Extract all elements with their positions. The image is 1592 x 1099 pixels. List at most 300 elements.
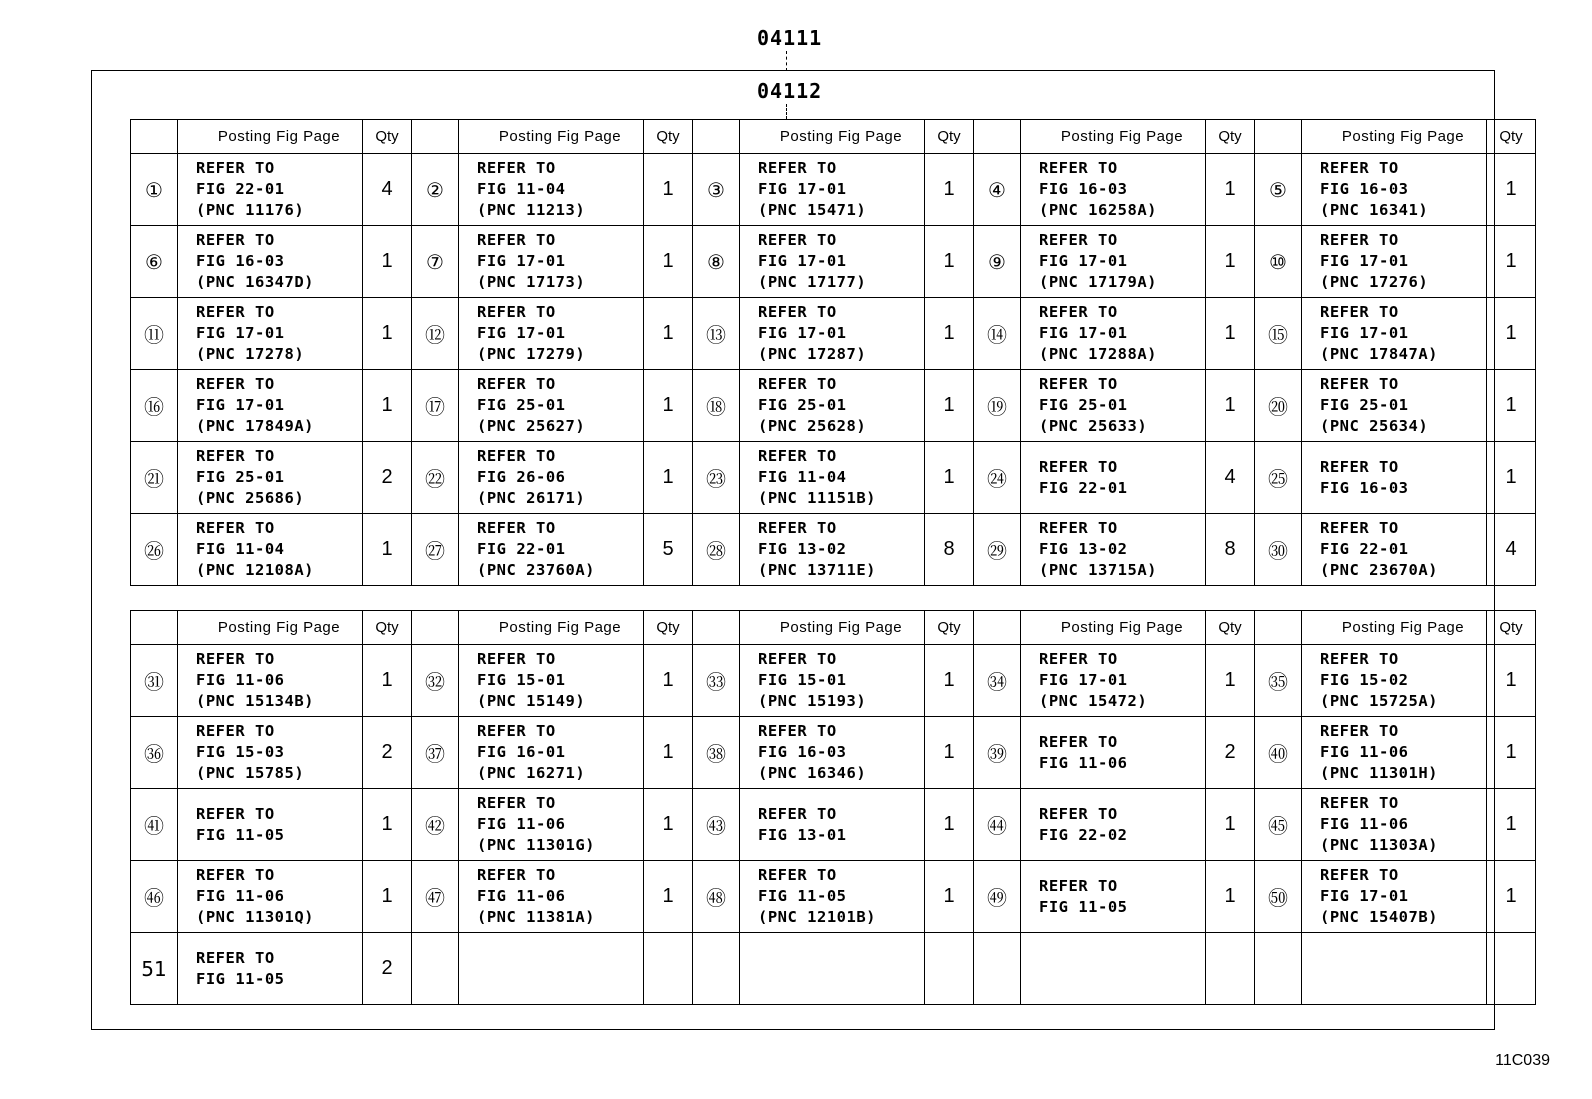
item-number: ⑫ xyxy=(412,298,459,370)
item-qty xyxy=(1206,933,1255,1005)
reference-line: REFER TO xyxy=(1039,375,1118,393)
item-qty: 1 xyxy=(925,789,974,861)
item-qty: 1 xyxy=(644,226,693,298)
reference-line: FIG 17-01 xyxy=(1320,887,1409,905)
reference-line: FIG 17-01 xyxy=(477,324,566,342)
item-number: ⑯ xyxy=(131,370,178,442)
posting-reference xyxy=(740,861,925,933)
reference-line: FIG 15-02 xyxy=(1320,671,1409,689)
reference-line: REFER TO xyxy=(196,519,275,537)
header-number-cell xyxy=(412,120,459,154)
header-number-cell xyxy=(974,611,1021,645)
item-qty: 1 xyxy=(925,442,974,514)
posting-reference xyxy=(740,298,925,370)
reference-line: FIG 16-03 xyxy=(758,743,847,761)
posting-reference xyxy=(178,298,363,370)
posting-reference xyxy=(459,789,644,861)
posting-reference xyxy=(459,154,644,226)
reference-line: (PNC 11301Q) xyxy=(196,908,314,926)
posting-reference xyxy=(1021,154,1206,226)
item-number: ㊺ xyxy=(1255,789,1302,861)
reference-line: FIG 11-05 xyxy=(1039,897,1128,916)
reference-line: REFER TO xyxy=(1320,650,1399,668)
item-qty: 5 xyxy=(644,514,693,586)
posting-reference xyxy=(740,226,925,298)
item-qty: 1 xyxy=(1206,789,1255,861)
header-posting: Posting Fig Page xyxy=(1021,120,1206,154)
reference-line: REFER TO xyxy=(758,159,837,177)
reference-line: (PNC 17288A) xyxy=(1039,345,1157,363)
header-row xyxy=(131,611,1536,645)
item-qty: 1 xyxy=(1487,861,1536,933)
reference-line: (PNC 16347D) xyxy=(196,273,314,291)
posting-reference xyxy=(1021,298,1206,370)
item-number: ㉙ xyxy=(974,514,1021,586)
reference-line: REFER TO xyxy=(1039,303,1118,321)
reference-line: FIG 11-06 xyxy=(1039,753,1128,772)
item-number xyxy=(974,933,1021,1005)
reference-line: (PNC 11301H) xyxy=(1320,764,1438,782)
reference-line: FIG 16-03 xyxy=(1039,180,1128,198)
header-qty: Qty xyxy=(1206,611,1255,645)
reference-line: REFER TO xyxy=(758,722,837,740)
reference-line: (PNC 17278) xyxy=(196,345,305,363)
header-qty: Qty xyxy=(363,611,412,645)
item-qty: 1 xyxy=(644,789,693,861)
posting-reference xyxy=(1021,789,1206,861)
reference-line: REFER TO xyxy=(1320,519,1399,537)
reference-line: REFER TO xyxy=(477,722,556,740)
reference-line: FIG 11-06 xyxy=(1320,743,1409,761)
reference-line: (PNC 25686) xyxy=(196,489,305,507)
reference-line: REFER TO xyxy=(1039,519,1118,537)
reference-line: REFER TO xyxy=(1039,231,1118,249)
reference-line: FIG 11-06 xyxy=(477,887,566,905)
item-number: ⑱ xyxy=(693,370,740,442)
item-number: ㉞ xyxy=(974,645,1021,717)
posting-reference xyxy=(1021,226,1206,298)
posting-reference xyxy=(1021,645,1206,717)
header-posting: Posting Fig Page xyxy=(740,120,925,154)
item-number: ㊱ xyxy=(131,717,178,789)
item-number: ㊼ xyxy=(412,861,459,933)
inner-part-label: 04112 xyxy=(757,79,823,103)
reference-line: REFER TO xyxy=(1320,231,1399,249)
posting-reference xyxy=(1302,298,1487,370)
posting-reference xyxy=(178,933,363,1005)
reference-line: FIG 25-01 xyxy=(1320,396,1409,414)
reference-line: (PNC 15193) xyxy=(758,692,867,710)
outer-leader-line xyxy=(786,51,787,71)
item-number: ㉗ xyxy=(412,514,459,586)
reference-line: (PNC 23670A) xyxy=(1320,561,1438,579)
item-qty: 1 xyxy=(363,789,412,861)
reference-line: (PNC 15472) xyxy=(1039,692,1148,710)
reference-line: FIG 22-01 xyxy=(477,540,566,558)
reference-line: (PNC 25628) xyxy=(758,417,867,435)
header-qty: Qty xyxy=(925,120,974,154)
header-qty: Qty xyxy=(1206,120,1255,154)
item-number: ㉖ xyxy=(131,514,178,586)
reference-line: FIG 17-01 xyxy=(1320,324,1409,342)
header-number-cell xyxy=(693,120,740,154)
reference-line: FIG 11-06 xyxy=(196,887,285,905)
posting-reference xyxy=(1302,442,1487,514)
reference-line: REFER TO xyxy=(758,375,837,393)
item-number xyxy=(693,933,740,1005)
posting-reference xyxy=(178,789,363,861)
reference-line: REFER TO xyxy=(1320,457,1399,476)
posting-reference xyxy=(459,514,644,586)
reference-line: REFER TO xyxy=(758,866,837,884)
posting-reference xyxy=(178,514,363,586)
item-number: ㊲ xyxy=(412,717,459,789)
reference-line: (PNC 15471) xyxy=(758,201,867,219)
reference-line: FIG 17-01 xyxy=(1320,252,1409,270)
reference-line: (PNC 26171) xyxy=(477,489,586,507)
header-posting: Posting Fig Page xyxy=(178,611,363,645)
reference-line: FIG 17-01 xyxy=(1039,252,1128,270)
item-qty: 1 xyxy=(644,442,693,514)
item-number: ㊵ xyxy=(1255,717,1302,789)
posting-reference xyxy=(1302,514,1487,586)
table-row xyxy=(131,370,1536,442)
header-qty: Qty xyxy=(1487,611,1536,645)
reference-line: REFER TO xyxy=(1320,375,1399,393)
reference-line: (PNC 17279) xyxy=(477,345,586,363)
reference-line: REFER TO xyxy=(1039,876,1118,895)
item-number: ⑨ xyxy=(974,226,1021,298)
reference-line: FIG 15-01 xyxy=(477,671,566,689)
item-qty: 8 xyxy=(925,514,974,586)
item-number: ㉓ xyxy=(693,442,740,514)
table-row xyxy=(131,645,1536,717)
reference-line: FIG 11-05 xyxy=(196,825,285,844)
reference-line: FIG 25-01 xyxy=(196,468,285,486)
posting-reference xyxy=(1302,226,1487,298)
item-qty: 1 xyxy=(925,226,974,298)
header-posting: Posting Fig Page xyxy=(740,611,925,645)
item-qty: 1 xyxy=(925,370,974,442)
reference-line: FIG 11-04 xyxy=(477,180,566,198)
table-row xyxy=(131,789,1536,861)
header-qty: Qty xyxy=(644,120,693,154)
item-qty: 1 xyxy=(925,154,974,226)
item-qty: 4 xyxy=(363,154,412,226)
item-number: ㉑ xyxy=(131,442,178,514)
reference-line: (PNC 13715A) xyxy=(1039,561,1157,579)
reference-line: (PNC 15149) xyxy=(477,692,586,710)
reference-line: REFER TO xyxy=(477,447,556,465)
item-number: ㊶ xyxy=(131,789,178,861)
header-posting: Posting Fig Page xyxy=(1302,611,1487,645)
posting-reference xyxy=(740,933,925,1005)
item-qty: 1 xyxy=(1487,298,1536,370)
reference-line: (PNC 15785) xyxy=(196,764,305,782)
reference-line: REFER TO xyxy=(196,650,275,668)
posting-reference xyxy=(1021,442,1206,514)
item-qty: 1 xyxy=(644,370,693,442)
reference-line: FIG 11-05 xyxy=(196,969,285,988)
item-qty: 4 xyxy=(1206,442,1255,514)
item-qty: 2 xyxy=(363,933,412,1005)
reference-line: (PNC 16346) xyxy=(758,764,867,782)
reference-line: FIG 13-02 xyxy=(1039,540,1128,558)
reference-line: (PNC 11303A) xyxy=(1320,836,1438,854)
reference-line: (PNC 12101B) xyxy=(758,908,876,926)
reference-line: (PNC 17173) xyxy=(477,273,586,291)
item-number: ㊾ xyxy=(974,861,1021,933)
item-qty: 1 xyxy=(644,645,693,717)
reference-line: REFER TO xyxy=(758,804,837,823)
item-qty: 1 xyxy=(925,645,974,717)
item-number: ① xyxy=(131,154,178,226)
reference-line: FIG 11-06 xyxy=(1320,815,1409,833)
posting-reference xyxy=(459,861,644,933)
item-number: ㉟ xyxy=(1255,645,1302,717)
posting-reference xyxy=(1302,370,1487,442)
item-qty: 1 xyxy=(1206,226,1255,298)
reference-line: REFER TO xyxy=(196,303,275,321)
reference-line: REFER TO xyxy=(196,375,275,393)
header-number-cell xyxy=(693,611,740,645)
reference-line: FIG 11-06 xyxy=(196,671,285,689)
reference-line: (PNC 16258A) xyxy=(1039,201,1157,219)
posting-reference xyxy=(1302,154,1487,226)
posting-reference xyxy=(459,933,644,1005)
item-qty: 2 xyxy=(1206,717,1255,789)
header-number-cell xyxy=(131,611,178,645)
reference-line: REFER TO xyxy=(196,948,275,967)
item-number: ⑦ xyxy=(412,226,459,298)
item-number: ④ xyxy=(974,154,1021,226)
item-number: ⑤ xyxy=(1255,154,1302,226)
posting-reference xyxy=(459,226,644,298)
reference-line: (PNC 11301G) xyxy=(477,836,595,854)
item-number: ⑭ xyxy=(974,298,1021,370)
reference-line: FIG 11-04 xyxy=(196,540,285,558)
reference-line: (PNC 15407B) xyxy=(1320,908,1438,926)
item-qty: 1 xyxy=(1206,370,1255,442)
reference-line: REFER TO xyxy=(196,447,275,465)
item-number: ⑳ xyxy=(1255,370,1302,442)
header-row xyxy=(131,120,1536,154)
reference-line: (PNC 17847A) xyxy=(1320,345,1438,363)
table-row xyxy=(131,933,1536,1005)
reference-line: REFER TO xyxy=(1039,732,1118,751)
posting-reference xyxy=(459,298,644,370)
posting-reference xyxy=(178,717,363,789)
posting-reference xyxy=(459,370,644,442)
table-row xyxy=(131,442,1536,514)
item-number: ㉝ xyxy=(693,645,740,717)
reference-line: (PNC 17179A) xyxy=(1039,273,1157,291)
reference-line: REFER TO xyxy=(758,447,837,465)
item-number: ㉒ xyxy=(412,442,459,514)
posting-reference xyxy=(1302,861,1487,933)
item-number: ㉘ xyxy=(693,514,740,586)
item-qty: 1 xyxy=(1206,298,1255,370)
reference-line: REFER TO xyxy=(1320,722,1399,740)
item-number: ㊹ xyxy=(974,789,1021,861)
item-qty: 1 xyxy=(925,298,974,370)
reference-table-1 xyxy=(130,119,1536,586)
reference-line: (PNC 25627) xyxy=(477,417,586,435)
item-number: ⑲ xyxy=(974,370,1021,442)
item-number: ⑮ xyxy=(1255,298,1302,370)
header-number-cell xyxy=(412,611,459,645)
reference-line: FIG 22-02 xyxy=(1039,825,1128,844)
reference-line: (PNC 12108A) xyxy=(196,561,314,579)
item-number: ㊽ xyxy=(693,861,740,933)
posting-reference xyxy=(1021,717,1206,789)
reference-line: REFER TO xyxy=(1320,866,1399,884)
header-posting: Posting Fig Page xyxy=(459,120,644,154)
item-number: ② xyxy=(412,154,459,226)
reference-line: REFER TO xyxy=(477,231,556,249)
item-qty xyxy=(644,933,693,1005)
reference-line: (PNC 16341) xyxy=(1320,201,1429,219)
item-number: ㊻ xyxy=(131,861,178,933)
posting-reference xyxy=(740,442,925,514)
item-number: ㉜ xyxy=(412,645,459,717)
reference-line: REFER TO xyxy=(196,231,275,249)
reference-line: (PNC 17849A) xyxy=(196,417,314,435)
item-qty: 1 xyxy=(363,645,412,717)
reference-line: FIG 17-01 xyxy=(758,180,847,198)
reference-line: (PNC 15725A) xyxy=(1320,692,1438,710)
reference-line: FIG 15-03 xyxy=(196,743,285,761)
reference-line: FIG 16-03 xyxy=(196,252,285,270)
reference-line: FIG 13-01 xyxy=(758,825,847,844)
item-number: ㊷ xyxy=(412,789,459,861)
header-posting: Posting Fig Page xyxy=(178,120,363,154)
reference-line: REFER TO xyxy=(477,375,556,393)
item-qty: 1 xyxy=(644,861,693,933)
item-number: ⑪ xyxy=(131,298,178,370)
reference-line: FIG 25-01 xyxy=(758,396,847,414)
posting-reference xyxy=(178,226,363,298)
image-code: 11C039 xyxy=(1495,1052,1550,1069)
reference-line: REFER TO xyxy=(477,519,556,537)
item-qty: 8 xyxy=(1206,514,1255,586)
item-qty: 2 xyxy=(363,442,412,514)
header-qty: Qty xyxy=(363,120,412,154)
reference-line: REFER TO xyxy=(477,794,556,812)
posting-reference xyxy=(178,154,363,226)
item-number xyxy=(412,933,459,1005)
posting-reference xyxy=(740,789,925,861)
posting-reference xyxy=(1302,933,1487,1005)
posting-reference xyxy=(178,442,363,514)
item-qty: 4 xyxy=(1487,514,1536,586)
item-qty: 1 xyxy=(1487,154,1536,226)
item-qty: 1 xyxy=(363,861,412,933)
posting-reference xyxy=(1021,861,1206,933)
posting-reference xyxy=(178,861,363,933)
reference-line: FIG 17-01 xyxy=(758,324,847,342)
inner-leader-line xyxy=(786,104,787,119)
item-qty xyxy=(925,933,974,1005)
header-qty: Qty xyxy=(1487,120,1536,154)
item-qty: 1 xyxy=(363,226,412,298)
reference-line: REFER TO xyxy=(1039,457,1118,476)
reference-line: FIG 17-01 xyxy=(196,324,285,342)
item-qty: 1 xyxy=(925,717,974,789)
reference-table-2 xyxy=(130,610,1536,1005)
reference-line: (PNC 13711E) xyxy=(758,561,876,579)
outer-part-label: 04111 xyxy=(757,26,823,50)
reference-line: (PNC 17177) xyxy=(758,273,867,291)
reference-line: REFER TO xyxy=(758,650,837,668)
reference-line: FIG 17-01 xyxy=(196,396,285,414)
item-number xyxy=(1255,933,1302,1005)
reference-line: REFER TO xyxy=(758,231,837,249)
item-qty: 1 xyxy=(1487,226,1536,298)
header-number-cell xyxy=(974,120,1021,154)
header-number-cell xyxy=(1255,120,1302,154)
reference-line: REFER TO xyxy=(196,866,275,884)
reference-line: (PNC 11381A) xyxy=(477,908,595,926)
reference-line: FIG 11-06 xyxy=(477,815,566,833)
posting-reference xyxy=(178,645,363,717)
item-qty: 1 xyxy=(644,298,693,370)
posting-reference xyxy=(459,717,644,789)
table-row xyxy=(131,154,1536,226)
reference-line: REFER TO xyxy=(477,303,556,321)
item-number: ㊴ xyxy=(974,717,1021,789)
item-qty: 1 xyxy=(363,514,412,586)
item-qty: 1 xyxy=(1487,442,1536,514)
item-qty: 1 xyxy=(644,717,693,789)
reference-line: REFER TO xyxy=(1039,159,1118,177)
item-qty: 1 xyxy=(363,370,412,442)
reference-line: REFER TO xyxy=(758,519,837,537)
item-qty: 1 xyxy=(1487,789,1536,861)
posting-reference xyxy=(740,154,925,226)
item-number: ⑩ xyxy=(1255,226,1302,298)
reference-line: (PNC 11151B) xyxy=(758,489,876,507)
reference-line: REFER TO xyxy=(1320,794,1399,812)
header-qty: Qty xyxy=(925,611,974,645)
reference-line: FIG 25-01 xyxy=(477,396,566,414)
reference-line: FIG 11-05 xyxy=(758,887,847,905)
reference-line: FIG 22-01 xyxy=(196,180,285,198)
item-number: ㉔ xyxy=(974,442,1021,514)
posting-reference xyxy=(740,645,925,717)
item-qty: 2 xyxy=(363,717,412,789)
posting-reference xyxy=(1021,514,1206,586)
item-number: ㉕ xyxy=(1255,442,1302,514)
item-number: ㊸ xyxy=(693,789,740,861)
reference-line: FIG 16-03 xyxy=(1320,478,1409,497)
reference-line: (PNC 17287) xyxy=(758,345,867,363)
reference-line: REFER TO xyxy=(1039,650,1118,668)
item-number: ⑰ xyxy=(412,370,459,442)
table-row xyxy=(131,298,1536,370)
item-number: ⑬ xyxy=(693,298,740,370)
reference-line: (PNC 17276) xyxy=(1320,273,1429,291)
reference-line: REFER TO xyxy=(196,804,275,823)
header-posting: Posting Fig Page xyxy=(1021,611,1206,645)
posting-reference xyxy=(740,514,925,586)
reference-line: REFER TO xyxy=(758,303,837,321)
reference-line: REFER TO xyxy=(477,866,556,884)
item-qty: 1 xyxy=(1206,645,1255,717)
reference-line: (PNC 11176) xyxy=(196,201,305,219)
item-qty xyxy=(1487,933,1536,1005)
reference-line: FIG 17-01 xyxy=(1039,671,1128,689)
